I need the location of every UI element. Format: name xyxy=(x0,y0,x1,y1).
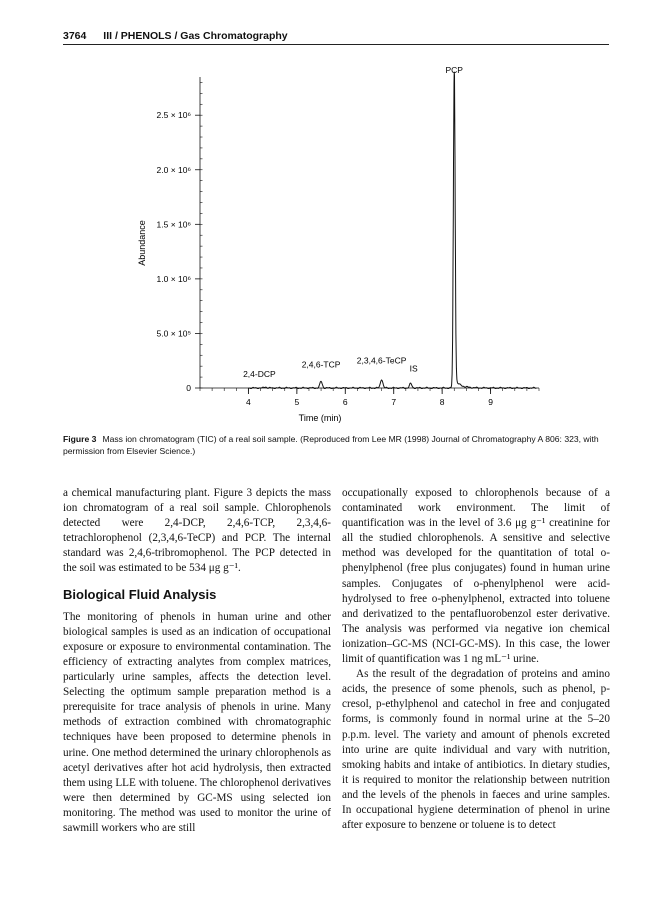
x-tick-label: 4 xyxy=(246,397,251,407)
x-axis-label: Time (min) xyxy=(298,413,342,423)
page-number: 3764 xyxy=(63,30,87,42)
peak-label: 2,3,4,6-TeCP xyxy=(356,355,407,366)
y-tick-label: 1.5 × 10⁶ xyxy=(156,219,191,230)
left-column xyxy=(63,486,331,836)
right-paragraph-1: occupationally exposed to chlorophenols because of a contaminated work environment. The limit of quantification was in the level of 3.6 μg g⁻¹ creatinine for all the studied chlorophenols. A sensitive and selective method was developed for the quantitation of total o-phenylphenol (free plus conjugates) found in human urine samples. Conjugates of o-phenylphenol were acid-hydrolysed to free o-phenylphenol, extracted into toluene and derivatized to the pentafluorobenzol ester derivative. The analysis was performed via negative ion chemical ionization–GC-MS (NCI-GC-MS). In this case, the lower limit of quantification was 1 ng mL⁻¹ urine. xyxy=(342,487,610,666)
x-axis xyxy=(200,388,539,407)
y-axis xyxy=(157,77,203,393)
x-tick-label: 9 xyxy=(488,397,493,407)
header-rule xyxy=(63,44,609,45)
x-tick-label: 8 xyxy=(439,397,445,407)
chromatogram-trace xyxy=(248,72,536,389)
left-paragraph-1: a chemical manufacturing plant. Figure 3 depicts the mass ion chromatogram of a real soil sample. Chlorophenols detected were 2,4-DCP, 2,4,6-TCP, 2,3,4,6-tetrachlorophenol (2,3,4,6-TeCP) and PCP. The internal standard was 2,4,6-tribromophenol. The PCP detected in the soil was estimated to be 534 μg g⁻¹. xyxy=(63,487,331,575)
y-axis-label: Abundance xyxy=(137,220,147,266)
peak-label: 2,4-DCP xyxy=(243,368,276,379)
y-tick-label: 2.0 × 10⁶ xyxy=(156,164,191,175)
figure-caption xyxy=(63,433,609,457)
running-title: III / PHENOLS / Gas Chromatography xyxy=(103,30,288,42)
y-tick-label: 1.0 × 10⁶ xyxy=(156,273,191,284)
x-tick-label: 5 xyxy=(294,397,300,407)
peak-label: 2,4,6-TCP xyxy=(301,359,341,370)
peak-label: IS xyxy=(409,363,418,374)
y-tick-label: 2.5 × 10⁶ xyxy=(156,110,191,121)
section-title: Biological Fluid Analysis xyxy=(63,586,217,602)
running-header xyxy=(63,30,288,42)
x-tick-label: 7 xyxy=(391,397,397,407)
y-tick-label: 5.0 × 10⁵ xyxy=(156,328,191,339)
peak-labels xyxy=(243,65,463,379)
figure-caption-label: Figure 3 xyxy=(63,434,97,444)
peak-label: PCP xyxy=(445,65,463,76)
x-tick-label: 6 xyxy=(342,397,348,407)
y-tick-label: 0 xyxy=(186,383,191,393)
figure-caption-text: Mass ion chromatogram (TIC) of a real soil sample. (Reproduced from Lee MR (1998) Journal of Chromatography A 806: 323, with permission from Elsevier Science.) xyxy=(63,434,599,456)
left-paragraph-2: The monitoring of phenols in human urine and other biological samples is used as an indication of occupational exposure or exposure to environmental contamination. The efficiency of extracting analytes from complex matrices, particularly urine samples, affects the detection level. Selecting the optimum sample preparation method is a prerequisite for trace analysis of phenols in urine. Many methods of extraction combined with chromatographic techniques have been proposed to determine phenols in urine. One method determined the urinary chlorophenols as acetyl derivatives after hot acid hydrolysis, then extracted them using LLE with toluene. The chlorophenol derivatives were then determined by GC-MS using selected ion monitoring. The method was used to monitor the urine of sawmill workers who are still xyxy=(63,610,331,834)
right-column xyxy=(342,486,610,833)
chromatogram-chart xyxy=(63,55,609,427)
right-paragraph-2: As the result of the degradation of proteins and amino acids, the presence of some phenols, such as phenol, p-cresol, p-ethylphenol and catechol in free and conjugated forms, is commonly found in normal urine at the 5–20 p.p.m. level. The variety and amount of phenols excreted into urine are quite individual and vary with nutrition, smoking habits and intake of antibiotics. In dietary studies, it is required to monitor the relationship between nutrition and the levels of the phenols in faeces and urine samples. In occupational hygiene determination of phenol in urine after exposure to benzene or toluene is to detect xyxy=(342,668,610,832)
